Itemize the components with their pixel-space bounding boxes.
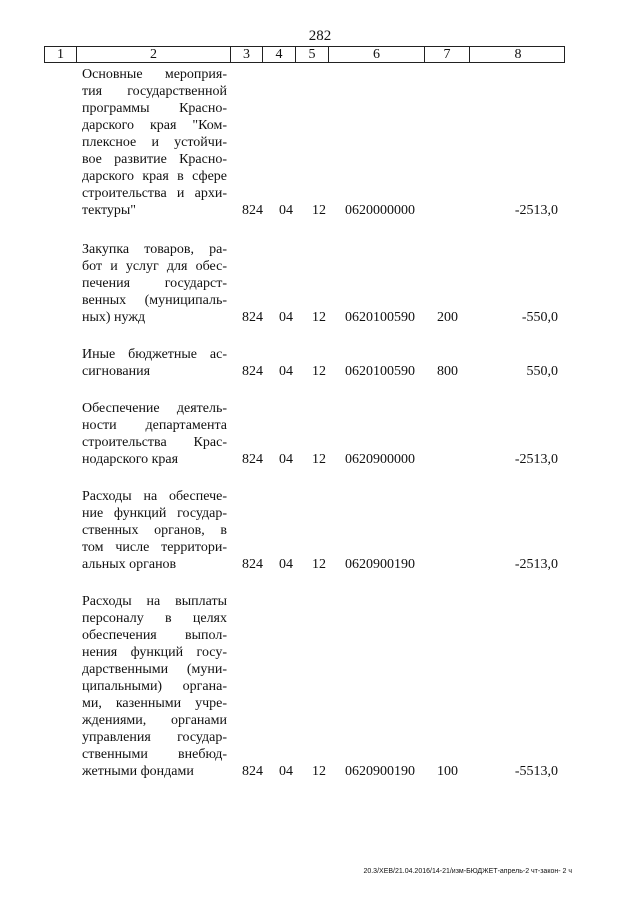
row-col-4: 04 (279, 557, 293, 572)
row-name-line: дарского края "Ком- (82, 118, 227, 133)
row-col-6: 0620900000 (345, 452, 415, 467)
header-col-7: 7 (425, 47, 470, 62)
row-col-7: 100 (437, 764, 458, 779)
row-name (82, 241, 227, 326)
row-col-6: 0620900190 (345, 557, 415, 572)
header-col-2: 2 (77, 47, 231, 62)
row-col-7: 200 (437, 310, 458, 325)
document-footer: 20.3/ХЕВ/21.04.2016/14-21/изм-БЮДЖЕТ-апрель-2 чт-закон- 2 ч (363, 868, 572, 875)
row-name-line: Расходы на обеспече- (82, 489, 227, 504)
row-col-4: 04 (279, 452, 293, 467)
row-name-line: плексное и устойчи- (82, 135, 227, 150)
row-col-5: 12 (312, 557, 326, 572)
row-name-line: печения государст- (82, 276, 227, 291)
header-col-4: 4 (263, 47, 296, 62)
row-name-line: Иные бюджетные ас- (82, 347, 227, 362)
row-name-line: Основные мероприя- (82, 67, 227, 82)
row-name-line: альных органов (82, 557, 177, 572)
row-name-line: нения функций госу- (82, 645, 227, 660)
row-name (82, 346, 227, 380)
row-col-4: 04 (279, 203, 293, 218)
row-name-line: ждениями, органами (82, 713, 227, 728)
row-name-line: ние функций государ- (82, 506, 227, 521)
header-col-1: 1 (45, 47, 77, 62)
row-col-6: 0620900190 (345, 764, 415, 779)
row-name-line: дарственными (муни- (82, 662, 227, 677)
header-col-6: 6 (329, 47, 425, 62)
header-col-5: 5 (296, 47, 329, 62)
row-name-line: тектуры" (82, 203, 137, 218)
row-col-7: 800 (437, 364, 458, 379)
row-name-line: ности департамента (82, 418, 227, 433)
row-col-3: 824 (242, 557, 263, 572)
row-name-line: ственных органов, в (82, 523, 227, 538)
row-name-line: венных (муниципаль- (82, 293, 227, 308)
row-name-line: Обеспечение деятель- (82, 401, 227, 416)
row-col-5: 12 (312, 310, 326, 325)
row-col-8: -2513,0 (514, 557, 558, 572)
row-col-5: 12 (312, 764, 326, 779)
row-col-3: 824 (242, 310, 263, 325)
row-name (82, 400, 227, 468)
row-name-line: том числе территори- (82, 540, 227, 555)
row-col-3: 824 (242, 364, 263, 379)
row-name-line: жетными фондами (82, 764, 194, 779)
row-name-line: Расходы на выплаты (82, 594, 227, 609)
row-name-line: ных) нужд (82, 310, 146, 325)
row-name-line: программы Красно- (82, 101, 227, 116)
row-col-3: 824 (242, 764, 263, 779)
row-name (82, 66, 227, 219)
row-col-6: 0620100590 (345, 364, 415, 379)
row-col-5: 12 (312, 203, 326, 218)
row-col-6: 0620000000 (345, 203, 415, 218)
row-name-line: нодарского края (82, 452, 179, 467)
row-name-line: Закупка товаров, ра- (82, 242, 227, 257)
row-col-5: 12 (312, 452, 326, 467)
row-col-4: 04 (279, 364, 293, 379)
page-number: 282 (308, 28, 332, 44)
row-col-8: -550,0 (521, 310, 558, 325)
row-name-line: вое развитие Красно- (82, 152, 227, 167)
row-col-8: -5513,0 (514, 764, 558, 779)
row-col-8: 550,0 (526, 364, 558, 379)
row-name-line: бот и услуг для обес- (82, 259, 227, 274)
row-name-line: управления государ- (82, 730, 227, 745)
row-col-8: -2513,0 (514, 203, 558, 218)
row-name (82, 488, 227, 573)
row-name-line: тия государственной (82, 84, 227, 99)
row-name-line: ственными внебюд- (82, 747, 227, 762)
row-name (82, 593, 227, 780)
row-name-line: ми, казенными учре- (82, 696, 227, 711)
table-header (44, 46, 565, 63)
header-col-3: 3 (231, 47, 263, 62)
row-name-line: сигнования (82, 364, 151, 379)
row-name-line: строительства и архи- (82, 186, 227, 201)
row-col-3: 824 (242, 203, 263, 218)
row-name-line: ципальными) органа- (82, 679, 227, 694)
row-name-line: обеспечения выпол- (82, 628, 227, 643)
row-col-6: 0620100590 (345, 310, 415, 325)
row-col-5: 12 (312, 364, 326, 379)
header-col-8: 8 (514, 47, 522, 62)
row-col-3: 824 (242, 452, 263, 467)
row-name-line: строительства Крас- (82, 435, 227, 450)
row-col-8: -2513,0 (514, 452, 558, 467)
row-col-4: 04 (279, 310, 293, 325)
row-name-line: персоналу в целях (82, 611, 227, 626)
row-col-4: 04 (279, 764, 293, 779)
row-name-line: дарского края в сфере (82, 169, 227, 184)
